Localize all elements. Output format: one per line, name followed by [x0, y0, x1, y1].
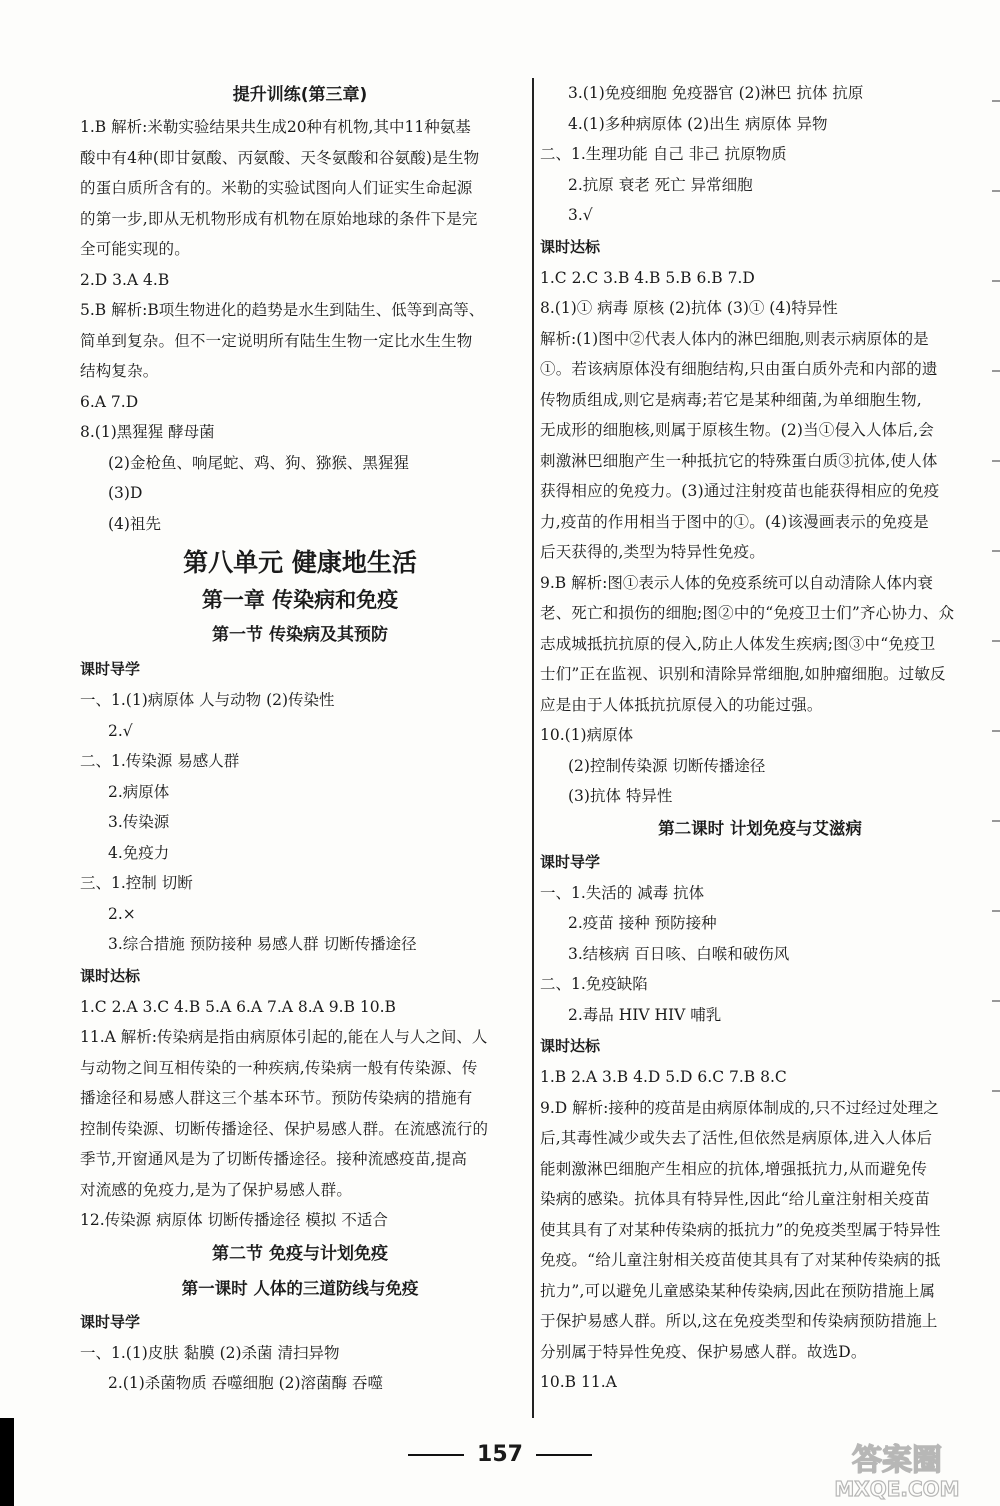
answer-line: 2.毒品 HIV HIV 哺乳: [568, 1005, 722, 1024]
answer-line: 酸中有4种(即甘氨酸、丙氨酸、天冬氨酸和谷氨酸)是生物: [80, 148, 480, 167]
answer-line: 3.传染源: [108, 813, 170, 831]
answer-line: 力,疫苗的作用相当于图中的①。(4)该漫画表示的免疫是: [540, 512, 929, 531]
watermark-line2: MXQE.COM: [834, 1477, 960, 1501]
answer-line: 8.(1)黑猩猩 酵母菌: [80, 423, 215, 441]
answer-line: 三、1.控制 切断: [80, 874, 193, 892]
answer-line: 10.(1)病原体: [540, 726, 634, 744]
answer-line: 9.D 解析:接种的疫苗是由病原体制成的,只不过经过处理之: [540, 1098, 939, 1117]
answer-line: (3)抗体 特异性: [568, 787, 673, 805]
answer-line: 解析:(1)图中②代表人体内的淋巴细胞,则表示病原体的是: [540, 329, 929, 348]
section-label: 课时导学: [80, 660, 141, 678]
answer-line: 3.√: [568, 206, 593, 224]
answer-line: 2.疫苗 接种 预防接种: [568, 914, 717, 932]
heading: 第八单元 健康地生活: [183, 548, 417, 577]
heading: 第一课时 人体的三道防线与免疫: [181, 1278, 419, 1298]
answer-line: 后天获得的,类型为特异性免疫。: [540, 543, 765, 561]
answer-line: 简单到复杂。但不一定说明所有陆生生物一定比水生生物: [80, 331, 473, 350]
answer-line: 12.传染源 病原体 切断传播途径 模拟 不适合: [80, 1211, 388, 1229]
section-label: 课时达标: [540, 1037, 601, 1055]
answer-line: 一、1.(1)病原体 人与动物 (2)传染性: [80, 691, 335, 709]
answer-line: 分别属于特异性免疫、保护易感人群。故选D。: [540, 1342, 867, 1361]
answer-line: 8.(1)① 病毒 原核 (2)抗体 (3)① (4)特异性: [540, 299, 838, 317]
answer-line: 无成形的细胞核,则属于原核生物。(2)当①侵入人体后,会: [540, 421, 934, 439]
answer-line: 11.A 解析:传染病是指由病原体引起的,能在人与人之间、人: [80, 1028, 488, 1046]
answer-line: 后,其毒性减少或失去了活性,但依然是病原体,进入人体后: [540, 1129, 933, 1147]
footer-rule-left: [408, 1454, 464, 1456]
answer-line: 应是由于人体抵抗抗原侵入的功能过强。: [540, 695, 823, 714]
answer-line: 2.(1)杀菌物质 吞噬细胞 (2)溶菌酶 吞噬: [108, 1374, 383, 1392]
answer-line: 3.综合措施 预防接种 易感人群 切断传播途径: [108, 935, 417, 953]
answer-line: 结构复杂。: [80, 362, 159, 380]
answer-line: 二、1.生理功能 自己 非己 抗原物质: [540, 145, 787, 163]
answer-line: 一、1.失活的 减毒 抗体: [540, 883, 705, 902]
answer-line: 全可能实现的。: [80, 240, 190, 258]
heading: 第二节 免疫与计划免疫: [212, 1243, 388, 1264]
answer-line: 3.(1)免疫细胞 免疫器官 (2)淋巴 抗体 抗原: [568, 84, 864, 102]
column-divider: [532, 78, 534, 1418]
answer-line: 2.抗原 衰老 死亡 异常细胞: [568, 175, 753, 194]
answer-line: 季节,开窗通风是为了切断传播途径。接种流感疫苗,提高: [80, 1150, 468, 1168]
answer-line: 2.×: [108, 904, 136, 923]
answer-line: 老、死亡和损伤的细胞;图②中的“免疫卫士们”齐心协力、众: [540, 604, 955, 622]
answer-line: 1.B 2.A 3.B 4.D 5.D 6.C 7.B 8.C: [540, 1068, 787, 1086]
answer-line: 控制传染源、切断传播途径、保护易感人群。在流感流行的: [80, 1119, 489, 1138]
answer-line: 抗力”,可以避免儿童感染某种传染病,因此在预防措施上属: [540, 1281, 936, 1300]
answer-line: ①。若该病原体没有细胞结构,只由蛋白质外壳和内部的遗: [540, 360, 938, 378]
answer-line: 4.免疫力: [108, 843, 170, 862]
answer-line: 士们”正在监视、识别和清除异常细胞,如肿瘤细胞。过敏反: [540, 665, 946, 683]
answer-line: (2)控制传染源 切断传播途径: [568, 756, 766, 775]
answer-line: (3)D: [108, 484, 143, 502]
answer-line: 9.B 解析:图①表示人体的免疫系统可以自动清除人体内衰: [540, 573, 933, 592]
heading: 提升训练(第三章): [232, 85, 368, 105]
answer-line: 1.C 2.C 3.B 4.B 5.B 6.B 7.D: [540, 268, 755, 287]
page-number: 157: [477, 1442, 523, 1467]
answer-line: 使其具有了对某种传染病的抵抗力”的免疫类型属于特异性: [540, 1220, 941, 1239]
heading: 第一节 传染病及其预防: [212, 625, 388, 645]
heading: 第一章 传染病和免疫: [201, 588, 399, 612]
answer-line: (2)金枪鱼、响尾蛇、鸡、狗、猕猴、黑猩猩: [108, 453, 409, 472]
right-column: [540, 78, 980, 1398]
answer-line: 3.结核病 百日咳、白喉和破伤风: [568, 944, 790, 963]
answer-line: 传物质组成,则它是病毒;若它是某种细菌,为单细胞生物,: [540, 390, 922, 409]
section-label: 课时达标: [80, 966, 141, 985]
section-label: 课时导学: [80, 1312, 141, 1331]
section-label: 课时达标: [540, 237, 601, 256]
answer-line: 二、1.免疫缺陷: [540, 975, 648, 993]
answer-line: 播途径和易感人群这三个基本环节。预防传染病的措施有: [80, 1089, 473, 1107]
answer-line: (4)祖先: [108, 514, 161, 533]
heading: 第二课时 计划免疫与艾滋病: [658, 818, 862, 838]
answer-line: 4.(1)多种病原体 (2)出生 病原体 异物: [568, 114, 828, 133]
section-label: 课时导学: [540, 852, 601, 871]
answer-line: 对流感的免疫力,是为了保护易感人群。: [80, 1180, 353, 1199]
watermark-logo: [812, 1436, 982, 1502]
answer-line: 与动物之间互相传染的一种疾病,传染病一般有传染源、传: [80, 1058, 478, 1077]
watermark-line1: 答案圈: [852, 1443, 942, 1478]
scan-edge-shadow: [0, 1418, 14, 1506]
answer-line: 能刺激淋巴细胞产生相应的抗体,增强抵抗力,从而避免传: [540, 1159, 928, 1178]
answer-line: 免疫。“给儿童注射相关疫苗使其具有了对某种传染病的抵: [540, 1251, 941, 1269]
answer-line: 于保护易感人群。所以,这在免疫类型和传染病预防措施上: [540, 1312, 938, 1330]
answer-line: 刺激淋巴细胞产生一种抵抗它的特殊蛋白质③抗体,使人体: [540, 451, 938, 470]
footer-rule-right: [536, 1454, 592, 1456]
answer-line: 染病的感染。抗体具有特异性,因此“给儿童注射相关疫苗: [540, 1190, 931, 1208]
answer-line: 的第一步,即从无机物形成有机物在原始地球的条件下是完: [80, 209, 478, 228]
left-column: [80, 78, 520, 1399]
answer-line: 2.病原体: [108, 782, 170, 801]
answer-line: 6.A 7.D: [80, 392, 139, 411]
answer-line: 获得相应的免疫力。(3)通过注射疫苗也能获得相应的免疫: [540, 482, 940, 500]
answer-line: 一、1.(1)皮肤 黏膜 (2)杀菌 清扫异物: [80, 1343, 340, 1362]
answer-line: 5.B 解析:B项生物进化的趋势是水生到陆生、低等到高等、: [80, 301, 485, 319]
answer-line: 二、1.传染源 易感人群: [80, 752, 240, 770]
answer-line: 志成城抵抗抗原的侵入,防止人体发生疾病;图③中“免疫卫: [540, 634, 936, 653]
answer-line: 的蛋白质所含有的。米勒的实验试图向人们证实生命起源: [80, 179, 473, 197]
answer-line: 10.B 11.A: [540, 1373, 617, 1391]
scan-edge-marks: [992, 60, 1000, 1160]
answer-line: 1.C 2.A 3.C 4.B 5.A 6.A 7.A 8.A 9.B 10.B: [80, 997, 396, 1016]
answer-line: 1.B 解析:米勒实验结果共生成20种有机物,其中11种氨基: [80, 118, 471, 136]
answer-line: 2.D 3.A 4.B: [80, 270, 170, 289]
answer-line: 2.√: [108, 721, 133, 740]
